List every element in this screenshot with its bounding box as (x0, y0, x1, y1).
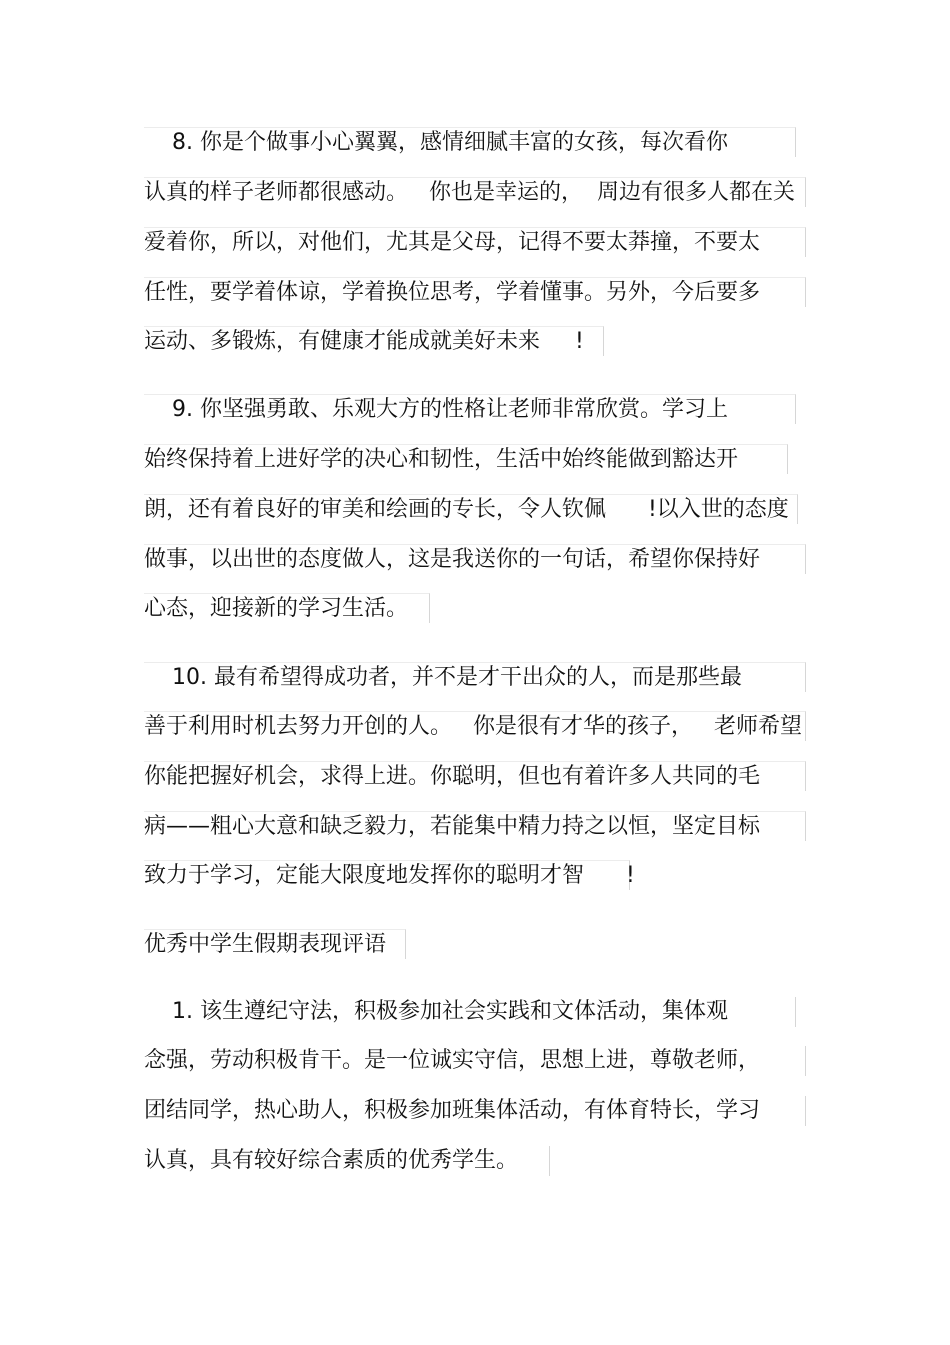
paragraph-1-line-1: 1. 该生遵纪守法，积极参加社会实践和文体活动，集体观 (144, 997, 796, 1027)
paragraph-10-line-5: 致力于学习，定能大限度地发挥你的聪明才智 ! (144, 860, 630, 890)
paragraph-8-line-5: 运动、多锻炼，有健康才能成就美好未来 ! (144, 326, 604, 356)
paragraph-9-line-2: 始终保持着上进好学的决心和韧性，生活中始终能做到豁达开 (144, 444, 788, 474)
paragraph-1-line-2: 念强，劳动积极肯干。是一位诚实守信，思想上进，尊敬老师， (144, 1046, 806, 1076)
paragraph-10-line-2: 善于利用时机去努力开创的人。 你是很有才华的孩子， 老师希望 (144, 711, 806, 741)
paragraph-8-line-2: 认真的样子老师都很感动。 你也是幸运的， 周边有很多人都在关 (144, 177, 806, 207)
paragraph-9-line-1: 9. 你坚强勇敢、乐观大方的性格让老师非常欣赏。学习上 (144, 394, 796, 424)
paragraph-8-line-3: 爱着你，所以，对他们，尤其是父母，记得不要太莽撞，不要太 (144, 227, 806, 257)
paragraph-10-line-4: 病——粗心大意和缺乏毅力，若能集中精力持之以恒，坚定目标 (144, 811, 806, 841)
paragraph-1-line-3: 团结同学，热心助人，积极参加班集体活动，有体育特长，学习 (144, 1096, 806, 1126)
paragraph-8-line-1: 8. 你是个做事小心翼翼，感情细腻丰富的女孩，每次看你 (144, 127, 796, 157)
paragraph-8-line-4: 任性，要学着体谅，学着换位思考，学着懂事。另外，今后要多 (144, 277, 806, 307)
paragraph-9-line-4: 做事，以出世的态度做人，这是我送你的一句话，希望你保持好 (144, 544, 806, 574)
paragraph-1-line-4: 认真，具有较好综合素质的优秀学生。 (144, 1146, 550, 1176)
section-heading: 优秀中学生假期表现评语 (144, 929, 406, 959)
paragraph-9-line-3: 朗，还有着良好的审美和绘画的专长，令人钦佩 !以入世的态度 (144, 494, 798, 524)
paragraph-10-line-3: 你能把握好机会，求得上进。你聪明，但也有着许多人共同的毛 (144, 761, 806, 791)
paragraph-9-line-5: 心态，迎接新的学习生活。 (144, 593, 430, 623)
paragraph-10-line-1: 10. 最有希望得成功者，并不是才干出众的人，而是那些最 (144, 662, 806, 692)
